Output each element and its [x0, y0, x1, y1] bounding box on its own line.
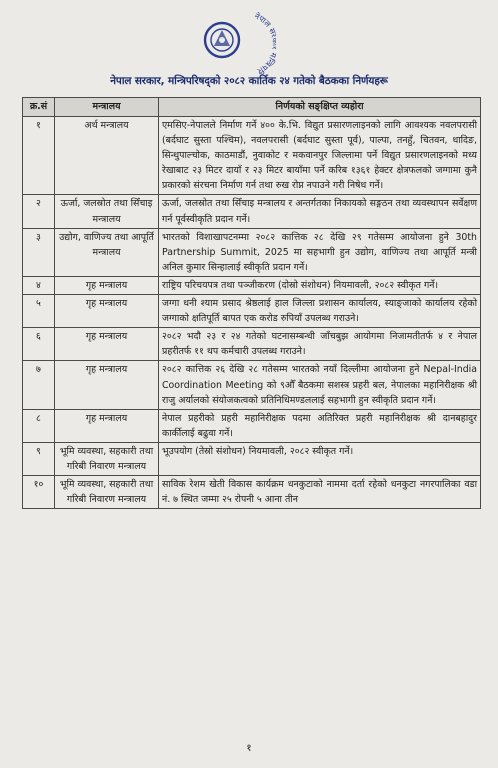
decision-text: ऊर्जा, जलस्रोत तथा सिँचाइ मन्त्रालय र अन्तर्गतका निकायको सङ्गठन तथा व्यवस्थापन सर्वेक्षण गर्न पूर्वस्वीकृति प्रदान गर्ने। [159, 195, 481, 228]
column-header-serial: क्र.सं [23, 98, 55, 117]
seal-arc-text: नेपाल न्त्रिपरि [253, 11, 276, 76]
table-row [23, 476, 481, 509]
ministry-name: भूमि व्यवस्था, सहकारी तथा गरिबी निवारण मन्त्रालय [55, 442, 159, 475]
decisions-table [22, 97, 481, 509]
column-header-decision: निर्णयको सङ्क्षिप्त व्यहोरा [159, 98, 481, 117]
decision-text: राष्ट्रिय परिचयपत्र तथा पञ्जीकरण (दोस्रो संशोधन) नियमावली, २०८२ स्वीकृत गर्ने। [159, 276, 481, 294]
table-row [23, 295, 481, 328]
column-header-ministry: मन्त्रालय [55, 98, 159, 117]
svg-text:नेपाल सरकार मन्त्रिपरिषद् [196, 8, 276, 77]
ministry-name: गृह मन्त्रालय [55, 361, 159, 409]
decision-text: २०८२ कात्तिक २६ देखि २८ गतेसम्म भारतको नयाँ दिल्लीमा आयोजना हुने Nepal-India Coordination Meeting को ९औँ बैठकमा सशस्त्र प्रहरी बल, नेपालका महानिरीक्षक श्री राजु अर्यालको संयोजकत्वको प्रतिनिधिमण्डललाई सहभागी हुन स्वीकृति प्रदान गर्ने। [159, 361, 481, 409]
decision-text: एमसिए-नेपालले निर्माण गर्ने ४०० के.भि. विद्युत प्रसारणलाइनको लागि आवश्यक नवलपरासी (बर्दघाट सुस्ता पश्चिम), नवलपरासी (बर्दघाट सुस्ता पूर्व), पाल्पा, तनहुँ, चितवन, धादिङ, सिन्धुपाल्चोक, काठमाडौं, नुवाकोट र मकवानपुर जिल्लामा पर्ने विद्युत प्रसारणलाइनको मध्य रेखाबाट २३ मिटर दायाँ र २३ मिटर बायाँमा पर्ने करिब १३६१ हेक्टर क्षेत्रफलको जग्गामा कुनै प्रकारको संरचना निर्माण गर्न तथा रुख रोप्न नपाउने गरी निषेध गर्ने। [159, 117, 481, 195]
serial-number: ५ [23, 295, 55, 328]
table-row [23, 195, 481, 228]
decision-text: २०८२ भदौ २३ र २४ गतेको घटनासम्बन्धी जाँचबुझ आयोगमा निजामतीतर्फ ४ र नेपाल प्रहरीतर्फ ११ थप कर्मचारी उपलब्ध गराउने। [159, 328, 481, 361]
ministry-name: गृह मन्त्रालय [55, 328, 159, 361]
serial-number: ३ [23, 228, 55, 276]
decision-text: नेपाल प्रहरीको प्रहरी महानिरीक्षक पदमा अतिरिक्त प्रहरी महानिरीक्षक श्री दानबहादुर कार्कीलाई बढुवा गर्ने। [159, 409, 481, 442]
ministry-name: गृह मन्त्रालय [55, 409, 159, 442]
page-number: १ [246, 743, 252, 754]
ministry-name: ऊर्जा, जलस्रोत तथा सिँचाइ मन्त्रालय [55, 195, 159, 228]
table-row [23, 361, 481, 409]
page-title: नेपाल सरकार, मन्त्रिपरिषद्को २०८२ कार्तिक २४ गतेको बैठकका निर्णयहरू [110, 75, 388, 87]
table-row [23, 228, 481, 276]
table-row [23, 117, 481, 195]
table-header-row [23, 98, 481, 117]
serial-number: ८ [23, 409, 55, 442]
decision-text: भारतको विशाखापटनम्मा २०८२ कात्तिक २८ देखि २९ गतेसम्म आयोजना हुने 30th Partnership Summit, 2025 मा सहभागी हुन उद्योग, वाणिज्य तथा आपूर्ति मन्त्री अनिल कुमार सिन्हालाई स्वीकृति प्रदान गर्ने। [159, 228, 481, 276]
serial-number: ४ [23, 276, 55, 294]
decision-text: साविक रेशम खेती विकास कार्यक्रम धनकुटाको नाममा दर्ता रहेको धनकुटा नगरपालिका वडा नं. ७ स्थित जम्मा २५ रोपनी ५ आना तीन [159, 476, 481, 509]
serial-number: ९ [23, 442, 55, 475]
table-row [23, 328, 481, 361]
table-row [23, 409, 481, 442]
serial-number: २ [23, 195, 55, 228]
ministry-name: गृह मन्त्रालय [55, 295, 159, 328]
serial-number: ७ [23, 361, 55, 409]
ministry-name: भूमि व्यवस्था, सहकारी तथा गरिबी निवारण मन्त्रालय [55, 476, 159, 509]
serial-number: ६ [23, 328, 55, 361]
serial-number: १ [23, 117, 55, 195]
decision-text: जग्गा धनी श्याम प्रसाद श्रेष्ठलाई हाल जिल्ला प्रशासन कार्यालय, स्याङ्जाको कार्यालय रहेको जग्गाको क्षतिपूर्ति बापत एक करोड रुपियाँ उपलब्ध गराउने। [159, 295, 481, 328]
decision-text: भूउपयोग (तेस्रो संशोधन) नियमावली, २०८२ स्वीकृत गर्ने। [159, 442, 481, 475]
ministry-name: गृह मन्त्रालय [55, 276, 159, 294]
ministry-name: उद्योग, वाणिज्य तथा आपूर्ति मन्त्रालय [55, 228, 159, 276]
table-row [23, 442, 481, 475]
serial-number: १० [23, 476, 55, 509]
ministry-name: अर्थ मन्त्रालय [55, 117, 159, 195]
table-row [23, 276, 481, 294]
government-seal-icon [196, 8, 276, 80]
